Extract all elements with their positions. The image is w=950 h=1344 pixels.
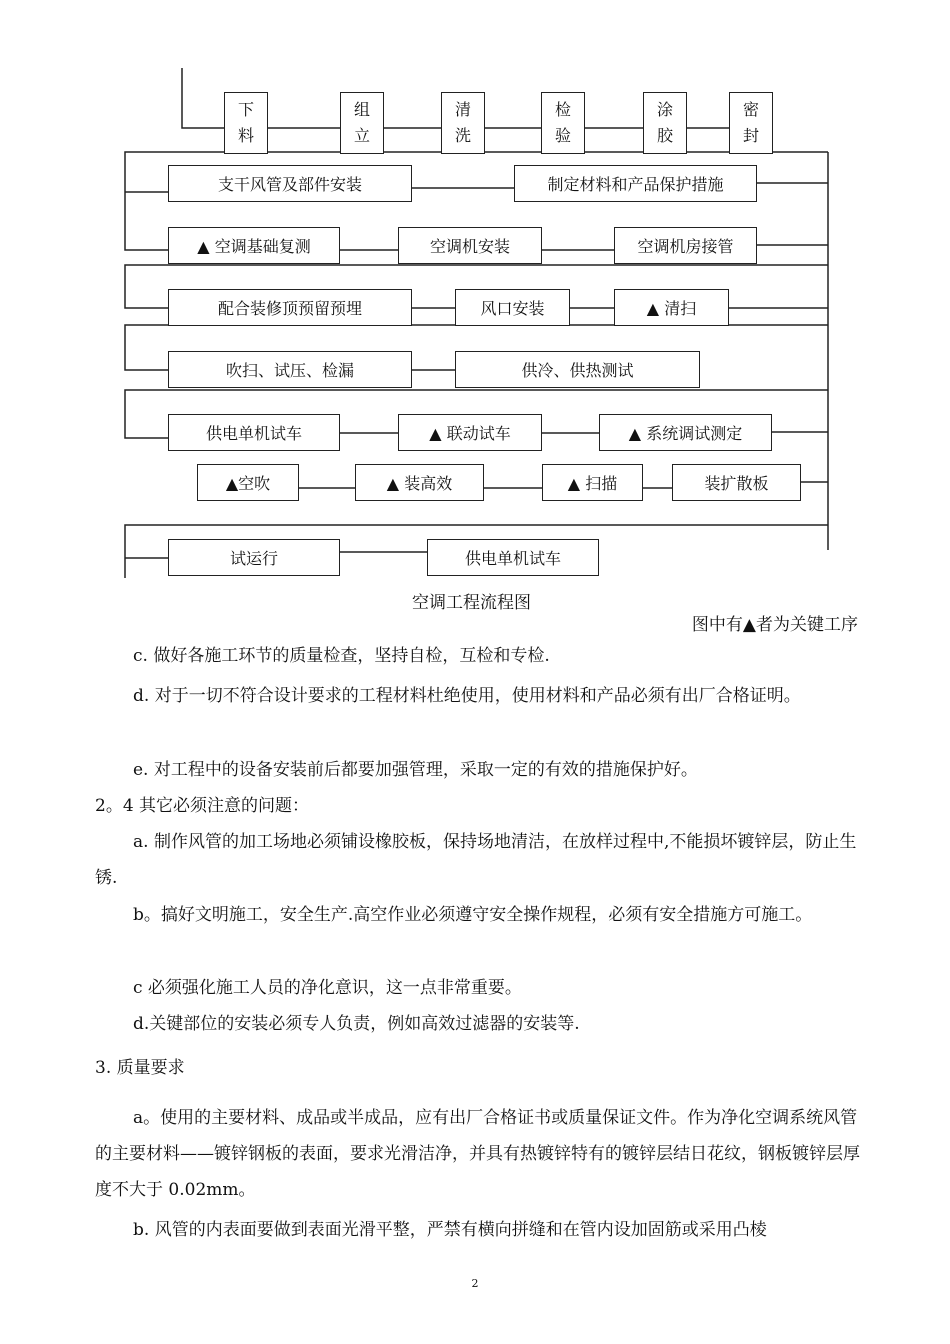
box-single-trial: 供电单机试车 (168, 414, 340, 451)
box-label: 密封 (743, 100, 760, 145)
heading-3: 3. 质量要求 (95, 1058, 185, 1078)
box-zuli (340, 92, 384, 154)
box-plant-room-piping: 空调机房接管 (614, 227, 757, 264)
box-label: 组立 (354, 100, 371, 145)
flowchart-note: 图中有▲者为关键工序 (691, 615, 858, 635)
box-label: 涂胶 (657, 100, 674, 145)
paragraph-a: a. 制作风管的加工场地必须铺设橡胶板，保持场地清洁，在放样过程中,不能损坏镀锌层，防止生锈. (95, 832, 857, 888)
box-scan: ▲ 扫描 (542, 464, 643, 501)
paragraph-d: d. 对于一切不符合设计要求的工程材料杜绝使用，使用材料和产品必须有出厂合格证明。 (133, 686, 801, 706)
box-foundation-check: ▲ 空调基础复测 (168, 227, 340, 264)
flowchart-caption: 空调工程流程图 (412, 593, 531, 613)
box-single-trial-2: 供电单机试车 (427, 539, 599, 576)
box-ahu-install: 空调机安装 (398, 227, 542, 264)
box-heating-cooling-test: 供冷、供热测试 (455, 351, 700, 388)
paragraph-b: b。搞好文明施工，安全生产.高空作业必须遵守安全操作规程，必须有安全措施方可施工。 (133, 905, 813, 925)
box-outlet-install: 风口安装 (455, 289, 570, 326)
box-embed-reserve: 配合装修顶预留预埋 (168, 289, 412, 326)
page-number: 2 (471, 1277, 479, 1290)
box-trial-run: 试运行 (168, 539, 340, 576)
box-label: 检验 (555, 100, 572, 145)
paragraph-e: e. 对工程中的设备安装前后都要加强管理，采取一定的有效的措施保护好。 (133, 760, 698, 780)
quality-a: a。使用的主要材料、成品或半成品，应有出厂合格证书或质量保证文件。作为净化空调系统风管的主要材料——镀锌钢板的表面，要求光滑洁净，并具有热镀锌特有的镀锌层结日花纹，钢板镀锌层厚度不大于 0.02mm。 (95, 1108, 860, 1200)
box-duct-install: 支干风管及部件安装 (168, 165, 412, 202)
paragraph-c: c. 做好各施工环节的质量检查，坚持自检，互检和专检. (133, 646, 550, 666)
paragraph-d2: d.关键部位的安装必须专人负责，例如高效过滤器的安装等. (133, 1014, 580, 1034)
box-label: 清洗 (455, 100, 472, 145)
box-label: 下料 (238, 100, 255, 145)
box-jianyan (541, 92, 585, 154)
heading-2-4: 2。4 其它必须注意的问题： (95, 796, 310, 816)
box-mifeng (729, 92, 773, 154)
box-air-blow: ▲空吹 (197, 464, 299, 501)
box-purge-test: 吹扫、试压、检漏 (168, 351, 412, 388)
box-diffuser-install: 装扩散板 (672, 464, 801, 501)
box-tujiao (643, 92, 687, 154)
box-protection-measures: 制定材料和产品保护措施 (514, 165, 757, 202)
box-xialiao (224, 92, 268, 154)
box-system-debug: ▲ 系统调试测定 (599, 414, 772, 451)
paragraph-c2: c 必须强化施工人员的净化意识，这一点非常重要。 (133, 978, 522, 998)
box-qingxi (441, 92, 485, 154)
quality-b: b. 风管的内表面要做到表面光滑平整，严禁有横向拼缝和在管内设加固筋或采用凸棱 (133, 1220, 767, 1240)
box-hepa-install: ▲ 装高效 (355, 464, 484, 501)
box-linkage-trial: ▲ 联动试车 (398, 414, 542, 451)
box-cleaning: ▲ 清扫 (614, 289, 729, 326)
